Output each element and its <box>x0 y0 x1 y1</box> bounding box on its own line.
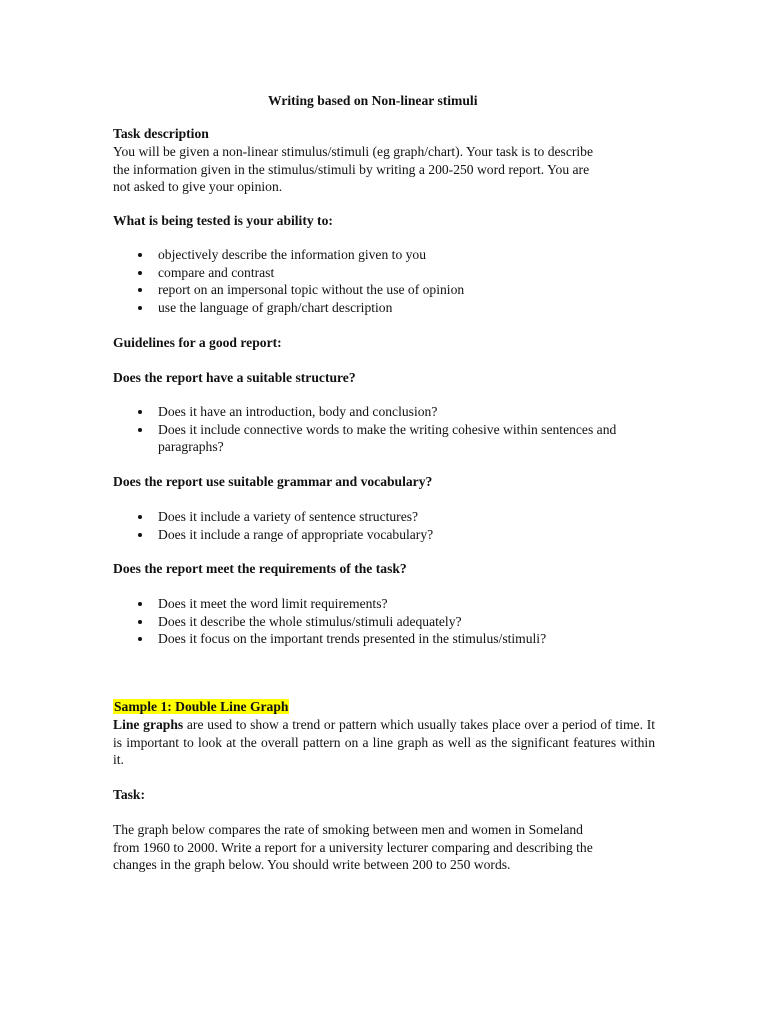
tested-list <box>113 246 655 316</box>
list-item: Does it have an introduction, body and conclusion? <box>113 403 655 421</box>
grammar-heading: Does the report use suitable grammar and vocabulary? <box>113 474 433 489</box>
structure-list <box>113 403 655 456</box>
bullet-icon <box>138 602 142 606</box>
bullet-icon <box>138 306 142 310</box>
highlighted-heading: Sample 1: Double Line Graph <box>114 699 289 714</box>
task-line-3: changes in the graph below. You should write between 200 to 250 words. <box>113 857 511 872</box>
sample-intro-paragraph <box>113 716 655 769</box>
list-item: Does it focus on the important trends presented in the stimulus/stimuli? <box>113 630 655 648</box>
list-item: Does it meet the word limit requirements? <box>113 595 655 613</box>
line-graphs-term: Line graphs <box>113 717 184 732</box>
sample-heading <box>113 698 289 716</box>
guidelines-heading: Guidelines for a good report: <box>113 335 282 350</box>
list-item: objectively describe the information given to you <box>113 246 655 264</box>
task-line-2: from 1960 to 2000. Write a report for a university lecturer comparing and describing the <box>113 840 593 855</box>
bullet-icon <box>138 637 142 641</box>
bullet-icon <box>138 288 142 292</box>
list-item: Does it include connective words to make the writing cohesive within sentences and paragraphs? <box>113 421 655 456</box>
list-item: Does it include a range of appropriate vocabulary? <box>113 526 655 544</box>
bullet-icon <box>138 515 142 519</box>
task-description-line-1: You will be given a non-linear stimulus/stimuli (eg graph/chart). Your task is to describe <box>113 144 594 159</box>
task-line-1: The graph below compares the rate of smoking between men and women in Someland <box>113 822 583 837</box>
requirements-list <box>113 595 655 648</box>
list-item: compare and contrast <box>113 264 655 282</box>
list-item: Does it include a variety of sentence structures? <box>113 508 655 526</box>
grammar-list <box>113 508 655 543</box>
bullet-icon <box>138 428 142 432</box>
bullet-icon <box>138 271 142 275</box>
task-description-line-3: not asked to give your opinion. <box>113 179 283 194</box>
list-item: report on an impersonal topic without the use of opinion <box>113 281 655 299</box>
requirements-heading: Does the report meet the requirements of the task? <box>113 561 407 576</box>
structure-heading: Does the report have a suitable structure? <box>113 370 356 385</box>
bullet-icon <box>138 533 142 537</box>
task-description-line-2: the information given in the stimulus/stimuli by writing a 200-250 word report. You are <box>113 162 590 177</box>
sample-intro-text: are used to show a trend or pattern which usually takes place over a period of time. It is important to look at the overall pattern on a line graph as well as the significant features within it. <box>113 717 655 767</box>
page-title: Writing based on Non-linear stimuli <box>268 93 478 108</box>
tested-heading: What is being tested is your ability to: <box>113 213 333 228</box>
bullet-icon <box>138 253 142 257</box>
bullet-icon <box>138 410 142 414</box>
list-item: use the language of graph/chart description <box>113 299 655 317</box>
list-item: Does it describe the whole stimulus/stimuli adequately? <box>113 613 655 631</box>
task-heading: Task: <box>113 787 145 802</box>
bullet-icon <box>138 620 142 624</box>
task-description-heading: Task description <box>113 126 209 141</box>
